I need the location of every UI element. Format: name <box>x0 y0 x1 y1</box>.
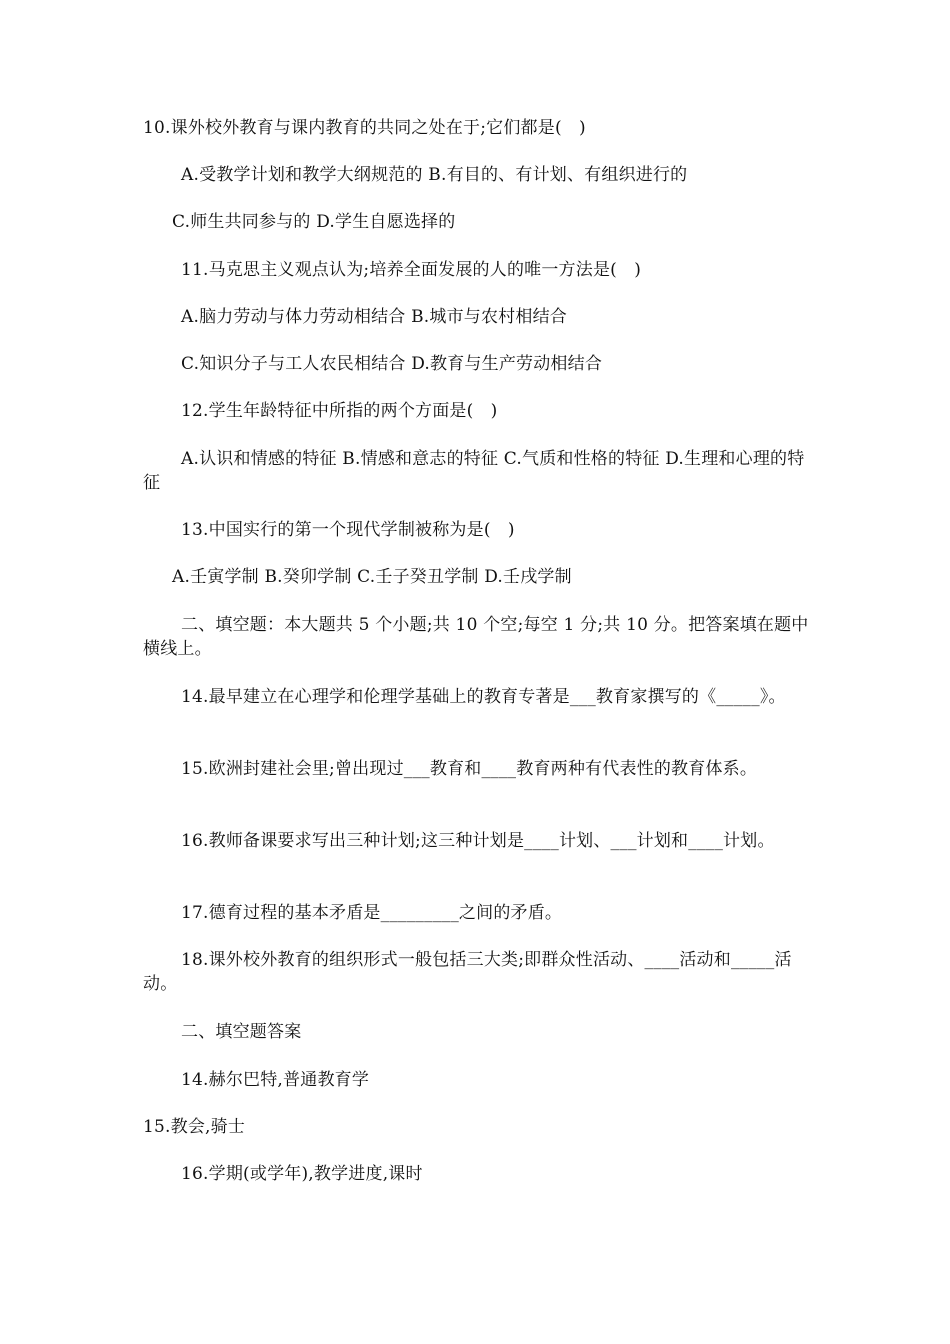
question-11-options-ab: A.脑力劳动与体力劳动相结合 B.城市与农村相结合 <box>181 307 567 327</box>
answer-15: 15.教会,骑士 <box>143 1117 246 1137</box>
question-15: 15.欧洲封建社会里;曾出现过___教育和____教育两种有代表性的教育体系。 <box>181 759 758 779</box>
question-13-options: A.壬寅学制 B.癸卯学制 C.壬子癸丑学制 D.壬戌学制 <box>172 567 572 587</box>
question-12-options: A.认识和情感的特征 B.情感和意志的特征 C.气质和性格的特征 D.生理和心理的特征 <box>143 449 805 493</box>
answer-16: 16.学期(或学年),教学进度,课时 <box>181 1164 423 1184</box>
question-10: 10.课外校外教育与课内教育的共同之处在于;它们都是( ) <box>143 118 586 138</box>
question-17: 17.德育过程的基本矛盾是_________之间的矛盾。 <box>181 903 563 923</box>
section-fill-in-heading: 二、填空题：本大题共 5 个小题;共 10 个空;每空 1 分;共 10 分。把答案填在题中横线上。 <box>143 615 809 659</box>
question-14: 14.最早建立在心理学和伦理学基础上的教育专著是___教育家撰写的《_____》。 <box>181 687 786 707</box>
question-11-options-cd: C.知识分子与工人农民相结合 D.教育与生产劳动相结合 <box>181 354 603 374</box>
question-12: 12.学生年龄特征中所指的两个方面是( ) <box>181 401 498 421</box>
question-13: 13.中国实行的第一个现代学制被称为是( ) <box>181 520 515 540</box>
question-18: 18.课外校外教育的组织形式一般包括三大类;即群众性活动、____活动和_____活动。 <box>143 950 792 994</box>
question-11: 11.马克思主义观点认为;培养全面发展的人的唯一方法是( ) <box>181 260 642 280</box>
question-10-options-cd: C.师生共同参与的 D.学生自愿选择的 <box>172 212 456 232</box>
answers-heading: 二、填空题答案 <box>181 1022 302 1042</box>
question-10-options-ab: A.受教学计划和教学大纲规范的 B.有目的、有计划、有组织进行的 <box>181 165 688 185</box>
answer-14: 14.赫尔巴特,普通教育学 <box>181 1070 370 1090</box>
question-16: 16.教师备课要求写出三种计划;这三种计划是____计划、___计划和____计划。 <box>181 831 775 851</box>
